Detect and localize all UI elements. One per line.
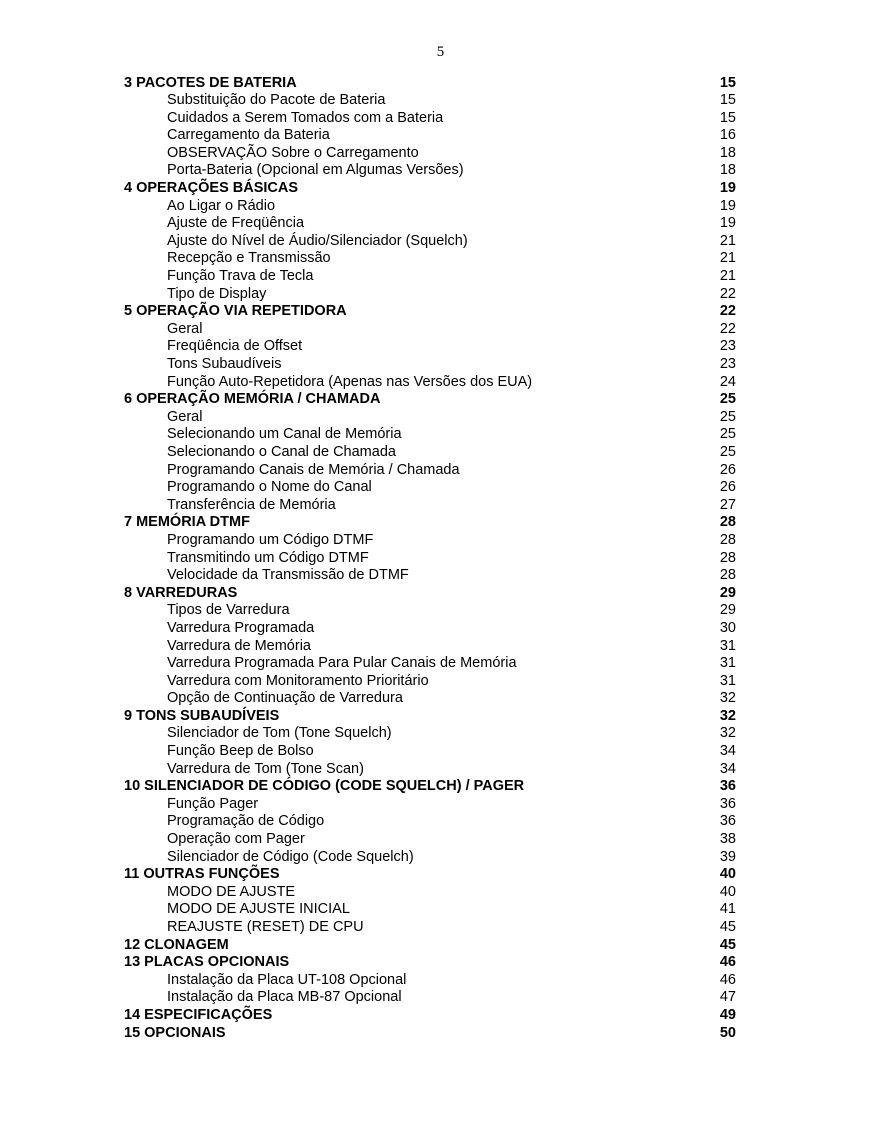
page-reference: 28 xyxy=(719,549,736,566)
section-title: Programação de Código xyxy=(167,813,325,830)
chapter-title: 6 OPERAÇÃO MEMÓRIA / CHAMADA xyxy=(124,391,381,408)
toc-section-row xyxy=(124,813,736,831)
section-title: Freqüência de Offset xyxy=(167,338,303,355)
page-reference: 15 xyxy=(719,74,736,91)
toc-section-row xyxy=(124,409,736,427)
page-reference: 32 xyxy=(719,707,736,724)
page-reference: 32 xyxy=(719,690,736,707)
page-reference: 24 xyxy=(719,373,736,390)
toc-section-row xyxy=(124,620,736,638)
table-of-contents xyxy=(124,75,736,1043)
section-title: Função Pager xyxy=(167,795,259,812)
toc-section-row xyxy=(124,831,736,849)
page-reference: 49 xyxy=(719,1006,736,1023)
section-title: Tipo de Display xyxy=(167,285,267,302)
section-title: Varredura de Memória xyxy=(167,637,311,654)
toc-chapter-row xyxy=(124,303,736,321)
toc-section-row xyxy=(124,655,736,673)
page-reference: 21 xyxy=(719,268,736,285)
section-title: Selecionando um Canal de Memória xyxy=(167,426,402,443)
section-title: Programando um Código DTMF xyxy=(167,531,374,548)
page-number: 5 xyxy=(436,44,445,60)
toc-section-row xyxy=(124,268,736,286)
section-title: Transferência de Memória xyxy=(167,496,336,513)
toc-section-row xyxy=(124,972,736,990)
page-reference: 21 xyxy=(719,232,736,249)
toc-section-row xyxy=(124,233,736,251)
toc-section-row xyxy=(124,901,736,919)
section-title: Instalação da Placa MB-87 Opcional xyxy=(167,989,402,1006)
chapter-title: 12 CLONAGEM xyxy=(124,936,229,953)
page-reference: 38 xyxy=(719,831,736,848)
page-reference: 46 xyxy=(719,954,736,971)
section-title: Silenciador de Tom (Tone Squelch) xyxy=(167,725,392,742)
page-reference: 29 xyxy=(719,602,736,619)
toc-section-row xyxy=(124,532,736,550)
toc-section-row xyxy=(124,743,736,761)
section-title: Geral xyxy=(167,320,203,337)
page-reference: 45 xyxy=(719,919,736,935)
section-title: Recepção e Transmissão xyxy=(167,250,331,267)
toc-section-row xyxy=(124,497,736,515)
toc-section-row xyxy=(124,321,736,339)
section-title: Ajuste de Freqüência xyxy=(167,215,305,232)
page-reference: 23 xyxy=(719,338,736,355)
page-reference: 41 xyxy=(719,901,736,918)
toc-chapter-row xyxy=(124,585,736,603)
page-reference: 18 xyxy=(719,144,736,161)
page-reference: 26 xyxy=(719,479,736,496)
page-reference: 36 xyxy=(719,813,736,830)
page-reference: 34 xyxy=(719,743,736,760)
section-title: Transmitindo um Código DTMF xyxy=(167,549,369,566)
section-title: Geral xyxy=(167,408,203,425)
page-reference: 40 xyxy=(719,883,736,900)
section-title: Função Trava de Tecla xyxy=(167,268,314,285)
toc-section-row xyxy=(124,849,736,867)
toc-section-row xyxy=(124,356,736,374)
toc-chapter-row xyxy=(124,778,736,796)
toc-chapter-row xyxy=(124,937,736,955)
toc-chapter-row xyxy=(124,180,736,198)
section-title: Instalação da Placa UT-108 Opcional xyxy=(167,971,407,988)
page-reference: 31 xyxy=(719,655,736,672)
toc-section-row xyxy=(124,761,736,779)
toc-section-row xyxy=(124,690,736,708)
page-reference: 40 xyxy=(719,866,736,883)
page-reference: 22 xyxy=(719,303,736,320)
section-title: Operação com Pager xyxy=(167,831,305,848)
section-title: Varredura com Monitoramento Prioritário xyxy=(167,672,429,689)
section-title: Opção de Continuação de Varredura xyxy=(167,690,403,707)
page-reference: 31 xyxy=(719,637,736,654)
page-reference: 36 xyxy=(719,795,736,812)
section-title: Tons Subaudíveis xyxy=(167,356,282,372)
toc-section-row xyxy=(124,550,736,568)
section-title: Substituição do Pacote de Bateria xyxy=(167,92,386,109)
toc-section-row xyxy=(124,145,736,163)
section-title: Programando Canais de Memória / Chamada xyxy=(167,461,460,478)
toc-section-row xyxy=(124,286,736,304)
page-reference: 21 xyxy=(719,250,736,267)
toc-section-row xyxy=(124,110,736,128)
toc-section-row xyxy=(124,725,736,743)
toc-section-row xyxy=(124,602,736,620)
toc-section-row xyxy=(124,338,736,356)
toc-section-row xyxy=(124,374,736,392)
toc-chapter-row xyxy=(124,1007,736,1025)
chapter-title: 11 OUTRAS FUNÇÕES xyxy=(124,866,280,883)
section-title: Selecionando o Canal de Chamada xyxy=(167,443,396,460)
section-title: MODO DE AJUSTE INICIAL xyxy=(167,901,350,918)
toc-section-row xyxy=(124,884,736,902)
page-reference: 46 xyxy=(719,971,736,988)
page-reference: 36 xyxy=(719,778,736,795)
toc-chapter-row xyxy=(124,708,736,726)
page-reference: 25 xyxy=(719,443,736,460)
page-reference: 22 xyxy=(719,320,736,337)
page-reference: 25 xyxy=(719,426,736,443)
page-reference: 27 xyxy=(719,496,736,513)
toc-chapter-row xyxy=(124,1025,736,1043)
chapter-title: 14 ESPECIFICAÇÕES xyxy=(124,1006,273,1023)
toc-section-row xyxy=(124,444,736,462)
toc-chapter-row xyxy=(124,75,736,93)
page-reference: 16 xyxy=(719,127,736,144)
page-reference: 26 xyxy=(719,461,736,478)
page-reference: 47 xyxy=(719,989,736,1006)
chapter-title: 8 VARREDURAS xyxy=(124,584,238,601)
toc-section-row xyxy=(124,198,736,216)
section-title: Silenciador de Código (Code Squelch) xyxy=(167,848,414,865)
toc-section-row xyxy=(124,162,736,180)
section-title: Varredura Programada xyxy=(167,619,315,636)
page-reference: 25 xyxy=(719,408,736,425)
page-reference: 50 xyxy=(719,1024,736,1041)
section-title: Cuidados a Serem Tomados com a Bateria xyxy=(167,109,444,126)
toc-section-row xyxy=(124,796,736,814)
page-reference: 19 xyxy=(719,180,736,197)
toc-chapter-row xyxy=(124,866,736,884)
page-reference: 28 xyxy=(719,531,736,548)
page-reference: 28 xyxy=(719,514,736,531)
section-title: Programando o Nome do Canal xyxy=(167,479,372,496)
page-reference: 19 xyxy=(719,197,736,214)
toc-section-row xyxy=(124,989,736,1007)
section-title: Ao Ligar o Rádio xyxy=(167,197,276,214)
page-reference: 31 xyxy=(719,672,736,689)
section-title: Carregamento da Bateria xyxy=(167,127,330,144)
section-title: REAJUSTE (RESET) DE CPU xyxy=(167,919,364,935)
toc-section-row xyxy=(124,479,736,497)
section-title: Velocidade da Transmissão de DTMF xyxy=(167,567,409,584)
page-reference: 15 xyxy=(719,109,736,126)
toc-section-row xyxy=(124,127,736,145)
toc-chapter-row xyxy=(124,514,736,532)
page-reference: 30 xyxy=(719,619,736,636)
section-title: Função Beep de Bolso xyxy=(167,743,314,760)
page-reference: 23 xyxy=(719,356,736,372)
page-reference: 34 xyxy=(719,760,736,777)
chapter-title: 13 PLACAS OPCIONAIS xyxy=(124,954,290,971)
toc-section-row xyxy=(124,250,736,268)
chapter-title: 15 OPCIONAIS xyxy=(124,1024,226,1041)
chapter-title: 9 TONS SUBAUDÍVEIS xyxy=(124,707,280,724)
page-reference: 29 xyxy=(719,584,736,601)
page-reference: 28 xyxy=(719,567,736,584)
page-reference: 22 xyxy=(719,285,736,302)
toc-section-row xyxy=(124,92,736,110)
toc-section-row xyxy=(124,567,736,585)
chapter-title: 5 OPERAÇÃO VIA REPETIDORA xyxy=(124,303,347,320)
section-title: Varredura Programada Para Pular Canais de Memória xyxy=(167,655,517,672)
chapter-title: 10 SILENCIADOR DE CÓDIGO (CODE SQUELCH) / PAGER xyxy=(124,778,525,795)
toc-chapter-row xyxy=(124,391,736,409)
page-reference: 19 xyxy=(719,215,736,232)
page-reference: 15 xyxy=(719,92,736,109)
chapter-title: 7 MEMÓRIA DTMF xyxy=(124,514,250,531)
page-reference: 32 xyxy=(719,725,736,742)
toc-section-row xyxy=(124,638,736,656)
page-reference: 45 xyxy=(719,936,736,953)
section-title: Varredura de Tom (Tone Scan) xyxy=(167,760,364,777)
toc-section-row xyxy=(124,215,736,233)
page-reference: 25 xyxy=(719,391,736,408)
page-reference: 39 xyxy=(719,848,736,865)
chapter-title: 3 PACOTES DE BATERIA xyxy=(124,74,297,91)
section-title: Porta-Bateria (Opcional em Algumas Versões) xyxy=(167,162,464,179)
section-title: OBSERVAÇÃO Sobre o Carregamento xyxy=(167,144,419,161)
toc-section-row xyxy=(124,462,736,480)
toc-section-row xyxy=(124,426,736,444)
section-title: Tipos de Varredura xyxy=(167,602,290,619)
section-title: Ajuste do Nível de Áudio/Silenciador (Squelch) xyxy=(167,232,468,249)
page-reference: 18 xyxy=(719,162,736,179)
toc-chapter-row xyxy=(124,954,736,972)
toc-section-row xyxy=(124,673,736,691)
toc-section-row xyxy=(124,919,736,937)
section-title: MODO DE AJUSTE xyxy=(167,883,296,900)
chapter-title: 4 OPERAÇÕES BÁSICAS xyxy=(124,180,299,197)
section-title: Função Auto-Repetidora (Apenas nas Versões dos EUA) xyxy=(167,373,533,390)
